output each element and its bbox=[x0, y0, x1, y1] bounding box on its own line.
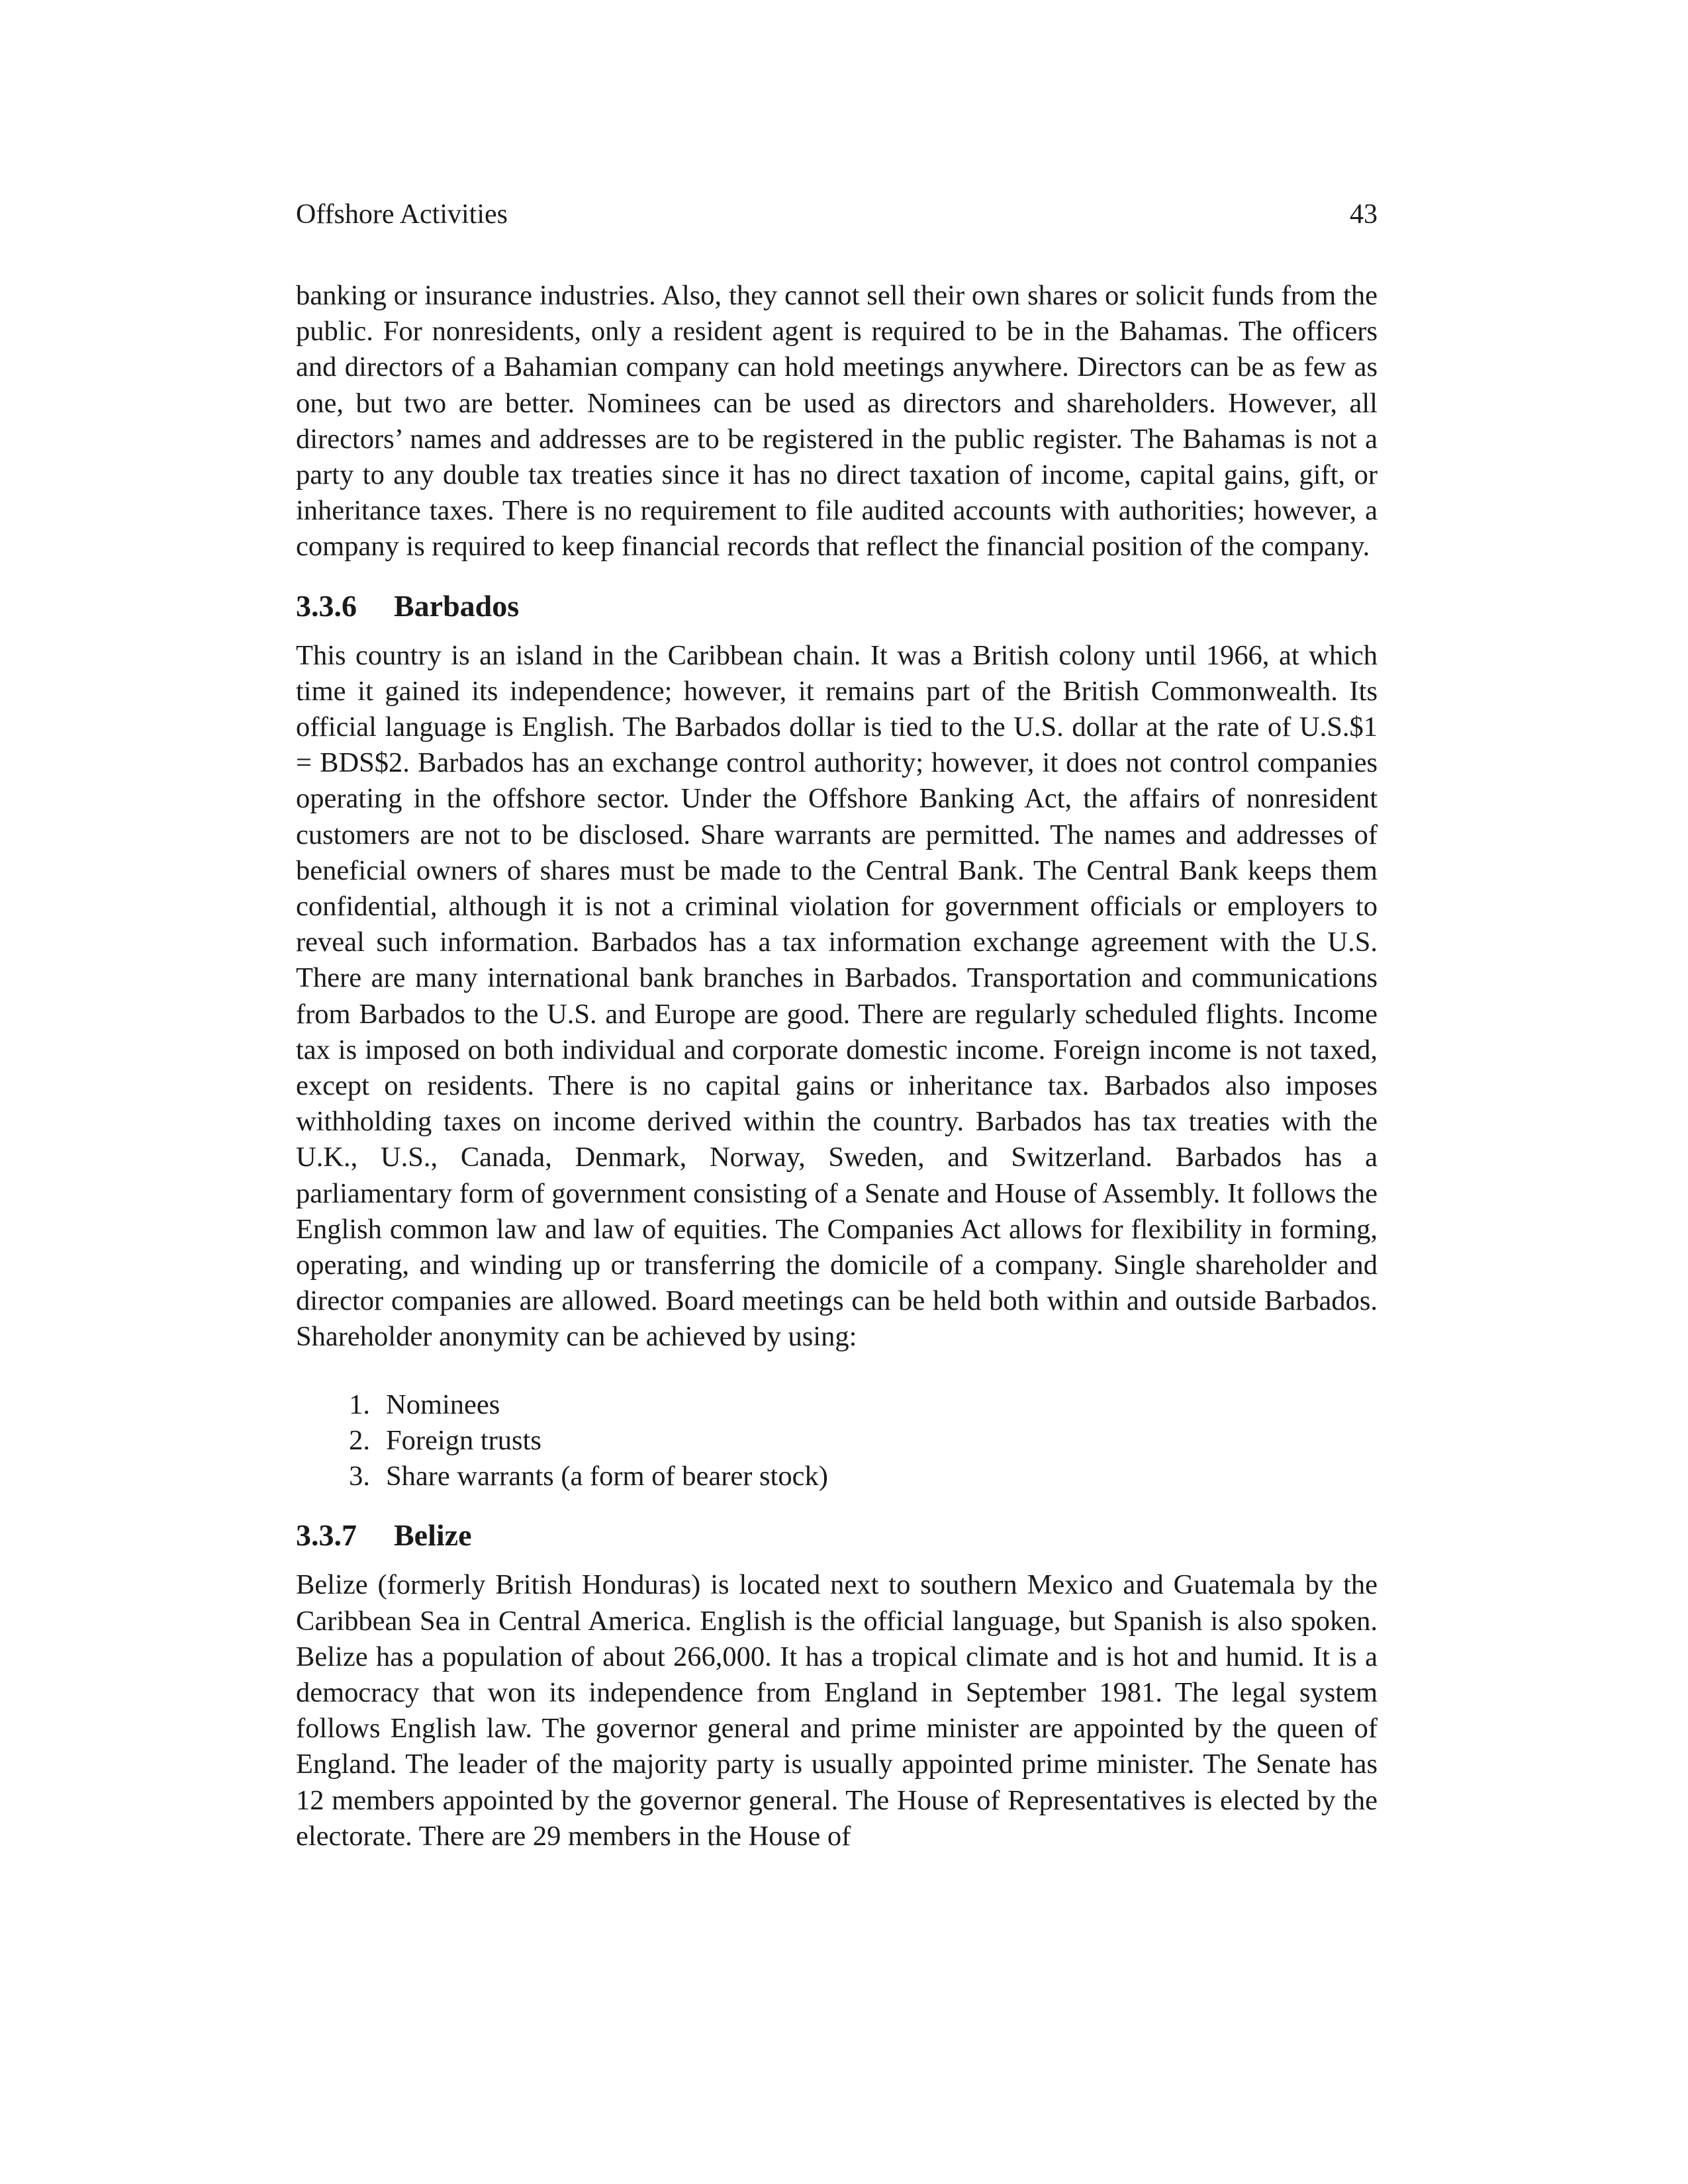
list-item-number: 1. bbox=[349, 1388, 370, 1420]
list-item-number: 3. bbox=[349, 1461, 370, 1492]
section-title: Belize bbox=[394, 1518, 472, 1553]
section-heading-belize bbox=[296, 1517, 1378, 1554]
body-text bbox=[296, 278, 1378, 1854]
anonymity-list bbox=[296, 1387, 1378, 1495]
belize-paragraph: Belize (formerly British Honduras) is located next to southern Mexico and Guatemala by the Caribbean Sea in Central America. English is the official language, but Spanish is also spoken. Belize has a population of about 266,000. It has a tropical climate and is hot and humid. It is a democracy that won its independence from England in September 1981. The legal system follows English law. The governor general and prime minister are appointed by the queen of England. The leader of the majority party is usually appointed prime minister. The Senate has 12 members appointed by the governor general. The House of Representatives is elected by the electorate. There are 29 members in the House of bbox=[296, 1569, 1378, 1852]
list-item-text: Nominees bbox=[386, 1388, 500, 1420]
running-title: Offshore Activities bbox=[296, 199, 508, 230]
intro-paragraph: banking or insurance industries. Also, they cannot sell their own shares or solicit funds from the public. For nonresidents, only a resident agent is required to be in the Bahamas. The officers and directors of a Bahamian company can hold meetings anywhere. Directors can be as few as one, but two are better. Nominees can be used as directors and shareholders. However, all directors’ names and addresses are to be registered in the public register. The Bahamas is not a party to any double tax treaties since it has no direct taxation of income, capital gains, gift, or inheritance taxes. There is no requirement to file audited accounts with authorities; however, a company is required to keep financial records that reflect the financial position of the company. bbox=[296, 280, 1378, 563]
list-item bbox=[296, 1459, 1378, 1494]
list-item-number: 2. bbox=[349, 1424, 370, 1456]
list-item-text: Foreign trusts bbox=[386, 1424, 541, 1456]
section-heading-barbados bbox=[296, 588, 1378, 625]
list-item bbox=[296, 1423, 1378, 1459]
list-item bbox=[296, 1387, 1378, 1423]
page-number: 43 bbox=[1350, 199, 1378, 230]
section-title: Barbados bbox=[394, 588, 520, 623]
book-page bbox=[296, 0, 1378, 2184]
barbados-paragraph: This country is an island in the Caribbean chain. It was a British colony until 1966, at which time it gained its independence; however, it remains part of the British Commonwealth. Its official language is English. The Barbados dollar is tied to the U.S. dollar at the rate of U.S.$1 = BDS$2. Barbados has an exchange control authority; however, it does not control companies operating in the offshore sector. Under the Offshore Banking Act, the affairs of nonresident customers are not to be disclosed. Share warrants are permitted. The names and addresses of beneficial owners of shares must be made to the Central Bank. The Central Bank keeps them confidential, although it is not a criminal violation for government officials or employers to reveal such information. Barbados has a tax information exchange agreement with the U.S. There are many international bank branches in Barbados. Transportation and communications from Barbados to the U.S. and Europe are good. There are regularly scheduled flights. Income tax is imposed on both individual and corporate domestic income. Foreign income is not taxed, except on residents. There is no capital gains or inheritance tax. Barbados also imposes withholding taxes on income derived within the country. Barbados has tax treaties with the U.K., U.S., Canada, Denmark, Norway, Sweden, and Switzerland. Barbados has a parliamentary form of government consisting of a Senate and House of Assembly. It follows the English common law and law of equities. The Companies Act allows for flexibility in forming, operating, and winding up or transferring the domicile of a company. Single shareholder and director companies are allowed. Board meetings can be held both within and outside Barbados. Shareholder anonymity can be achieved by using: bbox=[296, 639, 1378, 1353]
list-item-text: Share warrants (a form of bearer stock) bbox=[386, 1461, 828, 1492]
section-number: 3.3.7 bbox=[296, 1518, 357, 1553]
running-header bbox=[296, 196, 1378, 233]
section-number: 3.3.6 bbox=[296, 588, 357, 623]
